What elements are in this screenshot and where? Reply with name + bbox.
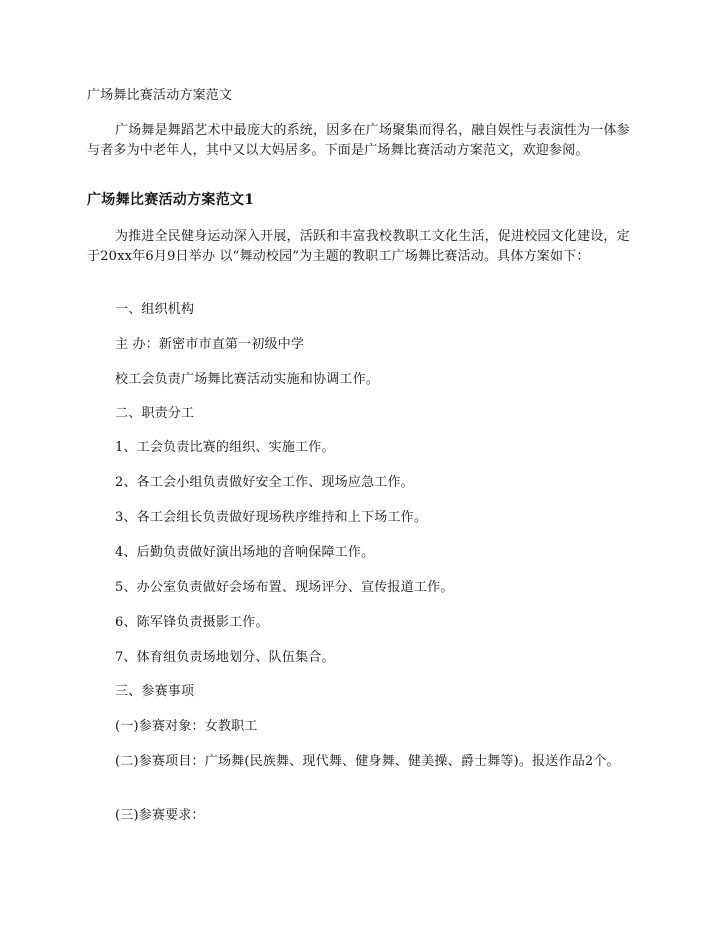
- entry-item: (二)参赛项目：广场舞(民族舞、现代舞、健身舞、健美操、爵士舞等)。报送作品2个。: [115, 754, 620, 769]
- duty-item: 1、工会负责比赛的组织、实施工作。: [115, 440, 335, 455]
- org-heading: 一、组织机构: [115, 302, 195, 317]
- section-heading: 广场舞比赛活动方案范文1: [87, 192, 255, 208]
- items-heading: 三、参赛事项: [115, 684, 195, 699]
- entry-item: (三)参赛要求：: [115, 808, 205, 823]
- intro-paragraph: 广场舞是舞蹈艺术中最庞大的系统，因多在广场聚集而得名，融自娱性与表演性为一体参与者多为中老年人，其中又以大妈居多。下面是广场舞比赛活动方案范文，欢迎参阅。: [87, 123, 630, 158]
- duties-heading: 二、职责分工: [115, 406, 195, 421]
- section-intro-paragraph: 为推进全民健身运动深入开展，活跃和丰富我校教职工文化生活，促进校园文化建设，定于20xx年6月9日举办 以“舞动校园”为主题的教职工广场舞比赛活动。具体方案如下：: [87, 229, 630, 264]
- duty-item: 5、办公室负责做好会场布置、现场评分、宣传报道工作。: [115, 580, 454, 595]
- union-responsibility: 校工会负责广场舞比赛活动实施和协调工作。: [115, 372, 380, 387]
- duty-item: 4、后勤负责做好演出场地的音响保障工作。: [115, 545, 375, 560]
- duty-item: 6、陈军锋负责摄影工作。: [115, 615, 269, 630]
- duty-item: 7、体育组负责场地划分、队伍集合。: [115, 650, 335, 665]
- entry-item: (一)参赛对象：女教职工: [115, 719, 258, 734]
- document-title: 广场舞比赛活动方案范文: [87, 88, 233, 103]
- duty-item: 3、各工会组长负责做好现场秩序维持和上下场工作。: [115, 510, 428, 525]
- duty-item: 2、各工会小组负责做好安全工作、现场应急工作。: [115, 475, 414, 490]
- host-line: 主 办：新密市市直第一初级中学: [115, 337, 305, 352]
